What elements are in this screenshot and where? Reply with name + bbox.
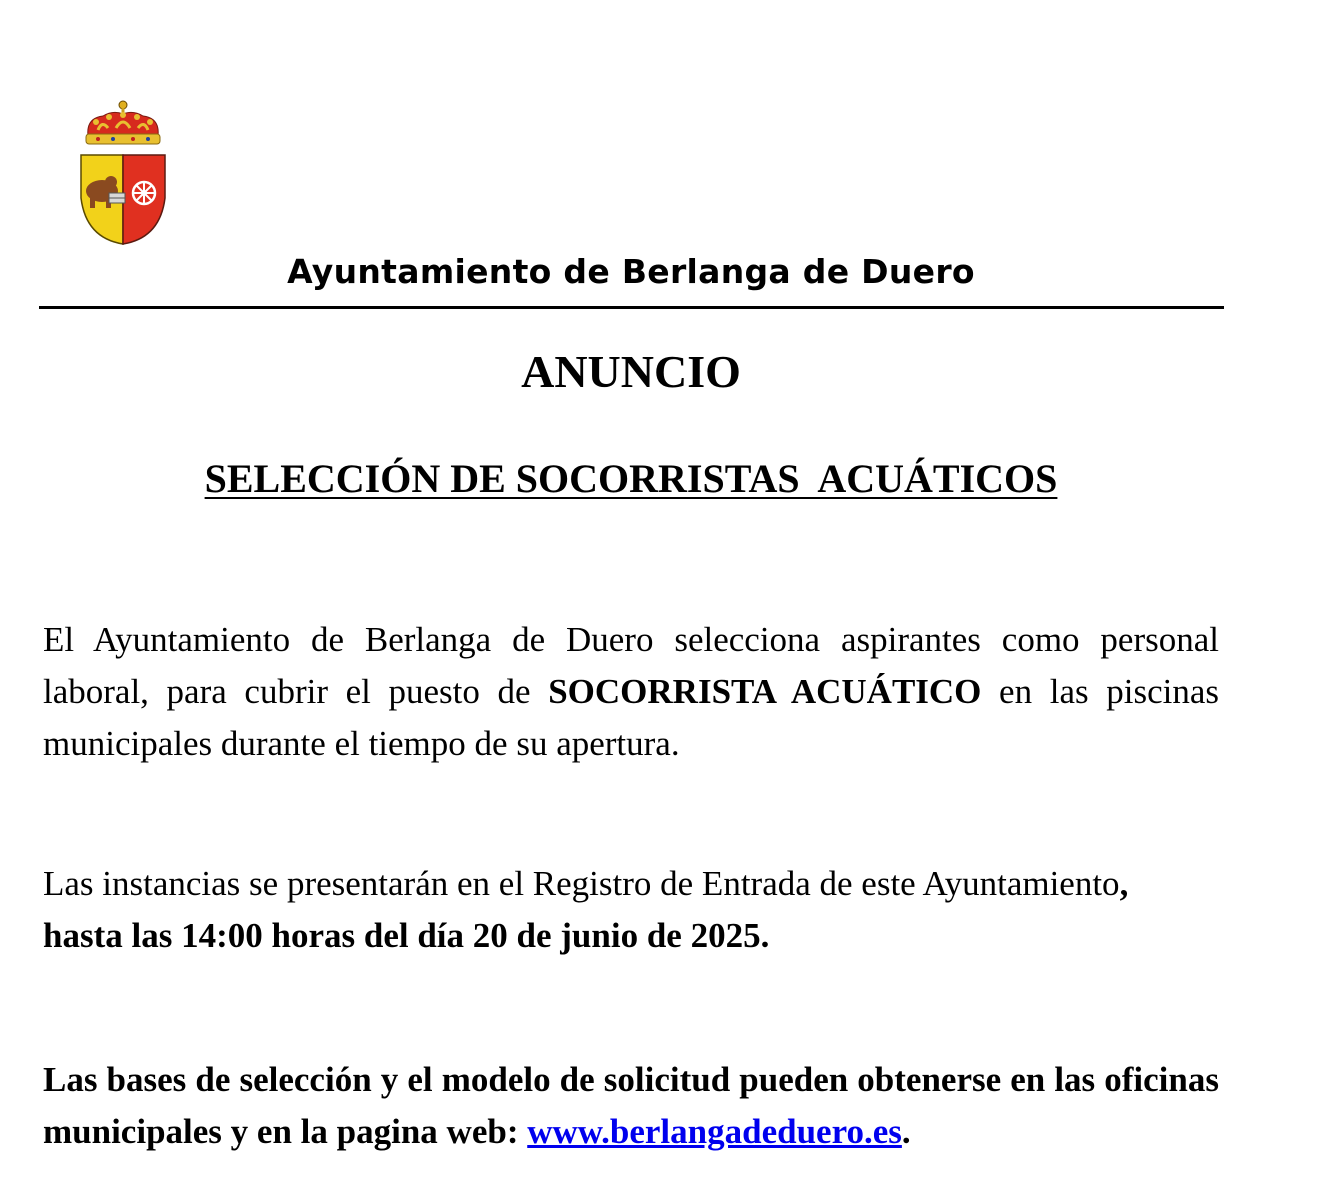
notice-title: ANUNCIO <box>521 346 741 397</box>
paragraph-deadline <box>43 858 1219 962</box>
paragraph-deadline-comma: , <box>1119 864 1129 903</box>
paragraph-bases <box>43 1054 1219 1158</box>
paragraph-intro-text: El Ayuntamiento de Berlanga de Duero selecciona aspirantes como personal laboral, para cubrir el puesto de <box>43 620 1219 711</box>
coat-of-arms-icon <box>78 98 168 248</box>
position-name: SOCORRISTA ACUÁTICO <box>548 672 982 711</box>
header-divider <box>39 306 1224 309</box>
paragraph-bases-end: . <box>901 1112 911 1151</box>
paragraph-deadline-text: Las instancias se presentarán en el Registro de Entrada de este Ayuntamiento <box>43 864 1120 903</box>
website-link[interactable]: www.berlangadeduero.es <box>527 1112 902 1151</box>
organization-name: Ayuntamiento de Berlanga de Duero <box>287 252 975 291</box>
paragraph-intro <box>43 614 1219 770</box>
paragraph-intro-outro: en las piscinas municipales durante el tiempo de su apertura. <box>43 672 1220 763</box>
deadline-date: hasta las 14:00 horas del día 20 de junio de 2025. <box>43 916 770 955</box>
paragraph-bases-text: Las bases de selección y el modelo de solicitud pueden obtenerse en las oficinas municipales y en la pagina web: <box>43 1060 1219 1151</box>
notice-subtitle: SELECCIÓN DE SOCORRISTAS ACUÁTICOS <box>204 456 1058 501</box>
